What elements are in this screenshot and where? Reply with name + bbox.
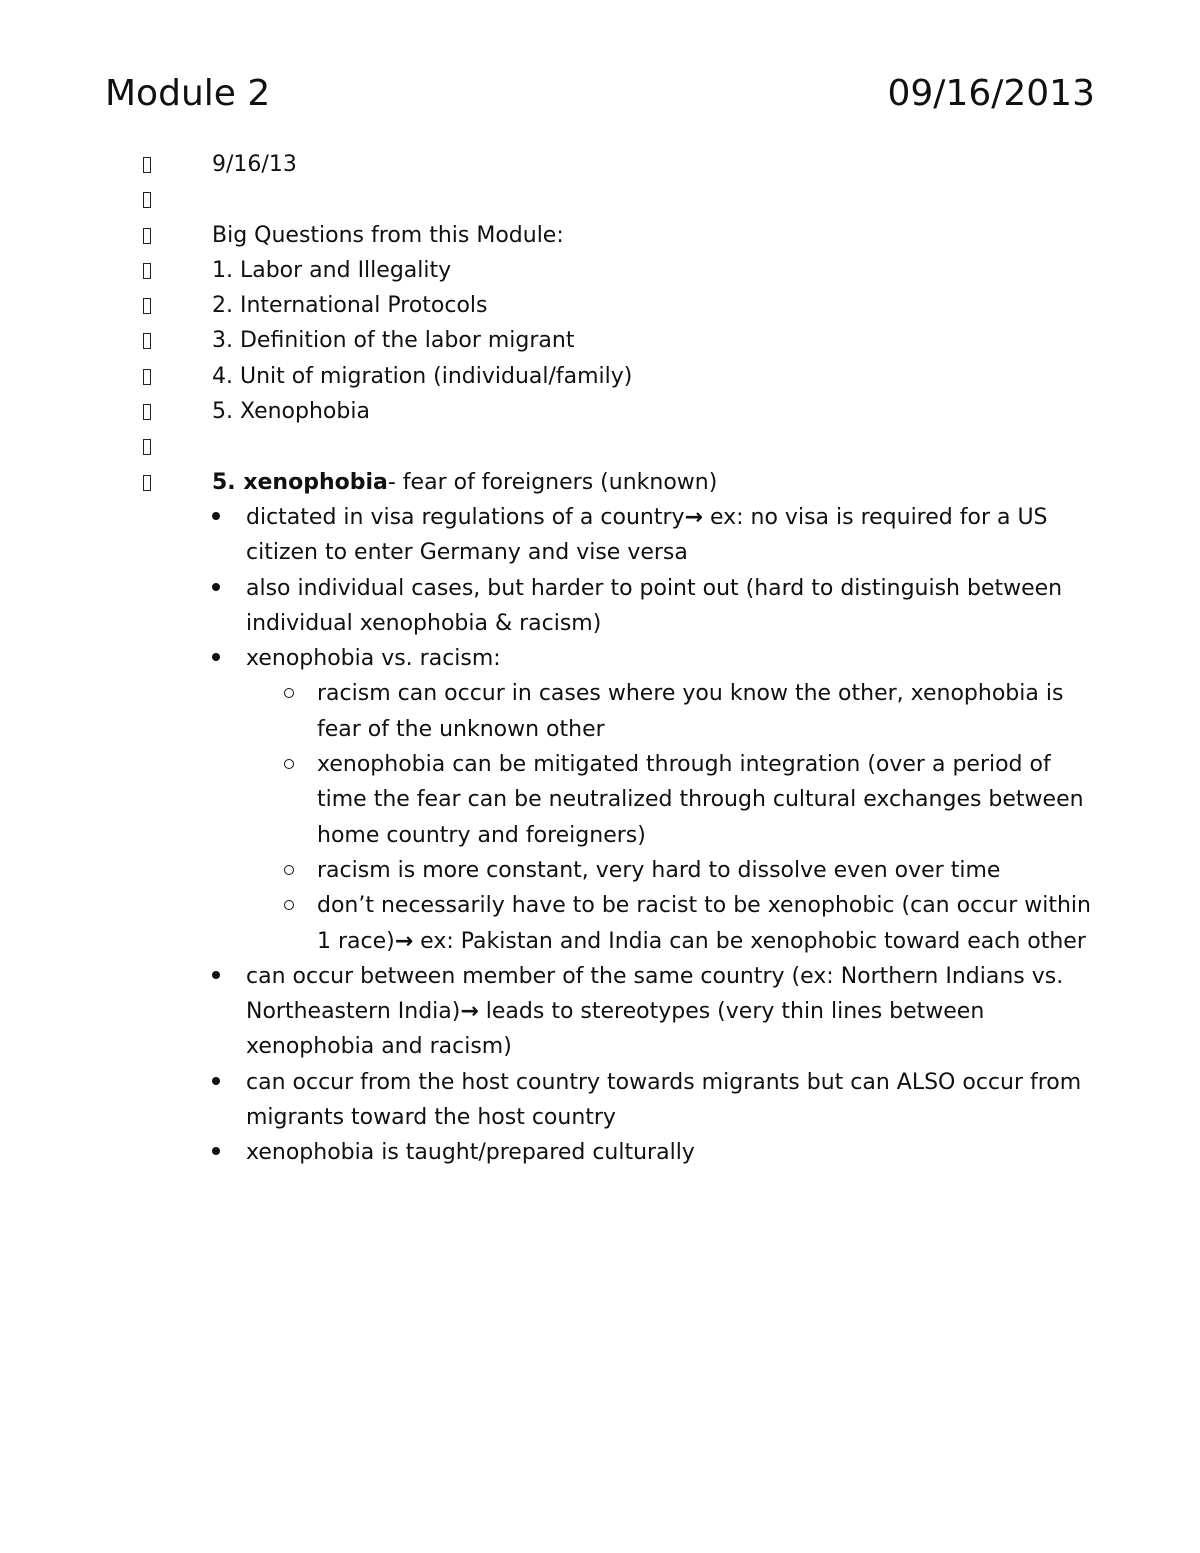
note-row-definition: [140, 465, 1140, 500]
bullet-list: [205, 500, 1105, 1171]
sub-list-item: [205, 747, 1105, 853]
missing-glyph-icon: [140, 359, 156, 394]
bullet-text: leads to stereotypes (very thin lines between xenophobia and racism): [246, 999, 985, 1060]
missing-glyph-icon: [140, 323, 156, 358]
list-item: [205, 1135, 1105, 1170]
bullet-text: xenophobia vs. racism:: [246, 646, 501, 672]
bullet-icon: [212, 1147, 220, 1155]
circle-bullet-icon: [284, 865, 294, 875]
arrow-icon: →: [460, 999, 479, 1025]
missing-glyph-icon: [140, 465, 156, 500]
note-row: [140, 359, 1140, 394]
missing-glyph-icon: [140, 182, 156, 217]
sub-bullet-text: xenophobia can be mitigated through integration (over a period of time the fear can be neutralized through cultural exchanges between home country and foreigners): [317, 752, 1084, 848]
note-row: [140, 218, 1140, 253]
bullet-text: xenophobia is taught/prepared culturally: [246, 1140, 695, 1166]
missing-glyph-icon: [140, 288, 156, 323]
circle-bullet-icon: [284, 688, 294, 698]
note-row-text: 5. Xenophobia: [212, 399, 370, 425]
sub-bullet-text: ex: Pakistan and India can be xenophobic toward each other: [413, 928, 1086, 954]
bullet-icon: [212, 971, 220, 979]
note-row: [140, 288, 1140, 323]
arrow-icon: →: [394, 928, 414, 954]
bullet-icon: [212, 653, 220, 661]
list-item: [205, 1065, 1105, 1136]
list-item: [205, 571, 1105, 642]
bullet-text: can occur from the host country towards migrants but can ALSO occur from migrants toward the host country: [246, 1069, 1082, 1131]
note-row-text: 9/16/13: [212, 152, 297, 177]
page-date: 09/16/2013: [887, 73, 1095, 114]
note-row: [140, 253, 1140, 288]
note-row-text: 4. Unit of migration (individual/family): [212, 363, 633, 389]
circle-bullet-icon: [284, 759, 294, 769]
sub-list-item: [205, 853, 1105, 888]
sub-list-item: [205, 888, 1105, 959]
note-row: [140, 323, 1140, 358]
note-row-text: Big Questions from this Module:: [212, 222, 564, 248]
note-rows: [140, 147, 1140, 500]
bullet-text: dictated in visa regulations of a country: [246, 505, 685, 530]
definition-rest: - fear of foreigners (unknown): [387, 469, 718, 495]
sub-bullet-text: racism can occur in cases where you know the other, xenophobia is fear of the unknown other: [317, 681, 1064, 742]
missing-glyph-icon: [140, 429, 156, 464]
sub-bullet-text: racism is more constant, very hard to dissolve even over time: [317, 857, 1001, 883]
note-row-text: 1. Labor and Illegality: [212, 257, 452, 283]
sub-bullet-text: don’t necessarily have to be racist to be xenophobic (can occur within 1 race): [317, 893, 1091, 954]
circle-bullet-icon: [284, 900, 294, 910]
arrow-icon: →: [684, 505, 703, 530]
bullet-text: can occur between member of the same country (ex: Northern Indians vs. Northeastern India): [246, 963, 1064, 1025]
bullet-icon: [212, 1077, 220, 1085]
bullet-text: also individual cases, but harder to point out (hard to distinguish between individual xenophobia & racism): [246, 575, 1063, 636]
note-row: [140, 147, 1140, 182]
page-header: [105, 70, 1095, 120]
missing-glyph-icon: [140, 218, 156, 253]
bullet-icon: [212, 583, 220, 591]
note-row: [140, 394, 1140, 429]
list-item: [205, 959, 1105, 1065]
missing-glyph-icon: [140, 147, 156, 182]
definition-text: [212, 465, 717, 500]
bullet-icon: [212, 512, 220, 520]
page-title: Module 2: [105, 73, 271, 114]
missing-glyph-icon: [140, 253, 156, 288]
note-row: [140, 429, 1140, 464]
note-row: [140, 182, 1140, 217]
bullet-text: ex: no visa is required for a US citizen to enter Germany and vise versa: [246, 505, 1048, 566]
definition-term: 5. xenophobia: [212, 469, 388, 495]
sub-list-item: [205, 676, 1105, 747]
missing-glyph-icon: [140, 394, 156, 429]
note-row-text: 3. Definition of the labor migrant: [212, 328, 575, 354]
note-row-text: 2. International Protocols: [212, 293, 488, 319]
list-item: [205, 500, 1105, 571]
list-item: [205, 641, 1105, 676]
